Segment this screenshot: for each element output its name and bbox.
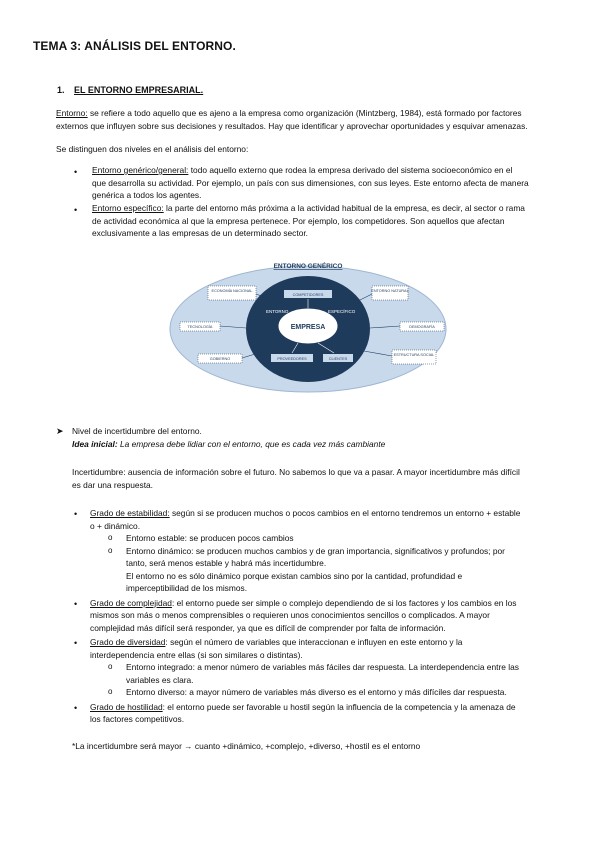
incert-def-line: Incertidumbre: ausencia de información sobre el futuro. No sabemos lo que va a pasar. A mayor incertidumbre más difícil [72, 467, 520, 477]
grado-line: o + dinámico. [90, 520, 141, 531]
grado-line: mismos son más o menos comprensibles o requieren unos conocimientos sencillos o complicados. A mayor [90, 610, 490, 620]
grado-term: Grado de complejidad [90, 597, 172, 608]
section-heading [57, 85, 203, 95]
grado-line: complejidad más difícil será responder, ya que es difícil de comprender por falta de información. [90, 622, 446, 633]
grado-item [90, 636, 577, 661]
grado-subitem-line: variables es clara. [126, 674, 194, 685]
proveedores-label: PROVEEDORES [277, 357, 307, 361]
grado-item [90, 597, 577, 635]
empresa-label: EMPRESA [290, 324, 326, 331]
sub-bullet-icon: o [108, 662, 113, 671]
bullet-dot-icon: • [74, 702, 78, 713]
grado-subitem-line: Entorno estable: se producen pocos cambios [126, 533, 294, 543]
grado-subitem-line: El entorno no es sólo dinámico porque existan cambios sino por la cantidad, profundidad e [126, 570, 463, 581]
grado-subitem [126, 661, 578, 686]
entorno-term: Entorno: [56, 108, 88, 118]
section-label: EL ENTORNO EMPRESARIAL. [74, 85, 204, 95]
grado-term: Grado de diversidad [90, 637, 166, 647]
sub-bullet-icon: o [108, 545, 113, 555]
grado-subitem-line: Entorno integrado: a menor número de variables más fáciles dar respuesta. La interdependencia entre las [126, 662, 519, 672]
grado-subitem [126, 686, 578, 699]
bullet-dot-icon: • [74, 638, 78, 648]
incert-def-line: es dar una respuesta. [72, 479, 154, 490]
generico-line: que desarrolla su actividad. Por ejemplo, un país con sus dimensiones, con sus leyes. Este entorno afecta de manera [92, 177, 529, 188]
generico-term: Entorno genérico/general: [92, 165, 189, 175]
natural-label: ENTORNO NATURAL [371, 289, 409, 293]
grado-line: interdependencia entre ellas (si son similares o distintas). [90, 649, 303, 660]
sub-bullet-icon: o [108, 533, 113, 542]
diagram-title: ENTORNO GENÉRICO [273, 263, 343, 270]
bullet-dot-icon: • [74, 509, 78, 519]
entorno-line1: se refiere a todo aquello que es ajeno a la empresa como organización (Mintzberg, 1984), está formado por factores [87, 108, 522, 118]
entorno-line2: externos que influyen sobre sus decisiones y resultados. Hay que identificar y aprovechar oportunidades y esquivar amenazas. [56, 120, 528, 131]
grado-line: : según el número de variables que interaccionan e influyen en este entorno y la [165, 637, 463, 647]
generico-line: todo aquello externo que rodea la empresa derivado del sistema socioeconómico en el [188, 165, 513, 175]
incert-block [72, 425, 572, 450]
grado-subitem-line: Entorno diverso: a mayor número de variables más diverso es el entorno y más difíciles dar respuesta. [126, 687, 507, 697]
ring-label-especifico: ESPECÍFICO [328, 309, 356, 314]
grado-subitem [126, 545, 578, 595]
page-title: TEMA 3: ANÁLISIS DEL ENTORNO. [33, 39, 236, 53]
sub-bullet-icon: o [108, 687, 113, 696]
gobierno-label: GOBIERNO [209, 357, 231, 361]
competidores-label: COMPETIDORES [292, 293, 324, 297]
grado-line: según si se producen muchos o pocos cambios en el entorno tendremos un entorno + estable [169, 508, 521, 518]
section-number: 1. [57, 85, 65, 95]
entorno-paragraph [56, 107, 576, 132]
bullet-dot-icon: • [74, 598, 78, 609]
especifico-line: exclusivamente a las empresas de un determinado sector. [92, 228, 309, 238]
grado-line: los factores competitivos. [90, 714, 185, 724]
idea-label: Idea inicial: [72, 438, 118, 449]
grado-subitem-line: imperceptibilidad de los mismos. [126, 583, 248, 593]
bullet-dot-icon: • [74, 167, 78, 177]
estructura-label: ESTRUCTURA SOCIAL [393, 353, 435, 357]
bullet-generico [92, 164, 577, 202]
bullet-dot-icon: • [74, 205, 78, 215]
tecnologia-label: TECNOLOGÍA [187, 325, 213, 329]
demografia-label: DEMOGRAFÍA [409, 325, 435, 329]
incert-heading: Nivel de incertidumbre del entorno. [72, 426, 202, 436]
niveles-intro: Se distinguen dos niveles en el análisis del entorno: [56, 144, 249, 154]
incert-definition [72, 466, 577, 491]
grado-subitem-line: Entorno dinámico: se producen muchos cambios y de gran importancia, significativos y profundos; por [126, 545, 505, 556]
grado-line: : el entorno puede ser favorable u hostil según la influencia de la competencia y la amenaza de [162, 701, 516, 712]
grado-term: Grado de hostilidad [90, 701, 163, 712]
grado-subitem [126, 532, 578, 545]
economia-label: ECONOMÍA NACIONAL [211, 289, 253, 293]
grado-subitem-line: tanto, será menos estable y habrá más incertidumbre. [126, 558, 327, 568]
grado-line: : el entorno puede ser simple o complejo dependiendo de si los factores y los cambios en los [171, 597, 517, 608]
arrow-bullet-icon: ➤ [56, 426, 64, 436]
ring-label-entorno: ENTORNO [266, 309, 289, 314]
generico-line: genérica a todos los agentes. [92, 190, 202, 200]
entorno-diagram [168, 254, 448, 394]
especifico-line: la parte del entorno más próxima a la actividad habitual de la empresa, es decir, al sector o rama [163, 203, 525, 213]
grado-item [90, 701, 577, 726]
idea-text: La empresa debe lidiar con el entorno, que es cada vez más cambiante [117, 438, 386, 449]
clientes-label: CLIENTES [328, 357, 348, 361]
especifico-line: de actividad económica al que la empresa pertenece. Por ejemplo, los competidores. Son aquellos que afectan [92, 215, 505, 226]
especifico-term: Entorno específico: [92, 203, 164, 213]
bullet-especifico [92, 202, 577, 240]
grado-item [90, 507, 577, 532]
footer-note: *La incertidumbre será mayor → cuanto +dinámico, +complejo, +diverso, +hostil es el entorno [72, 741, 421, 751]
grado-term: Grado de estabilidad: [90, 508, 170, 518]
